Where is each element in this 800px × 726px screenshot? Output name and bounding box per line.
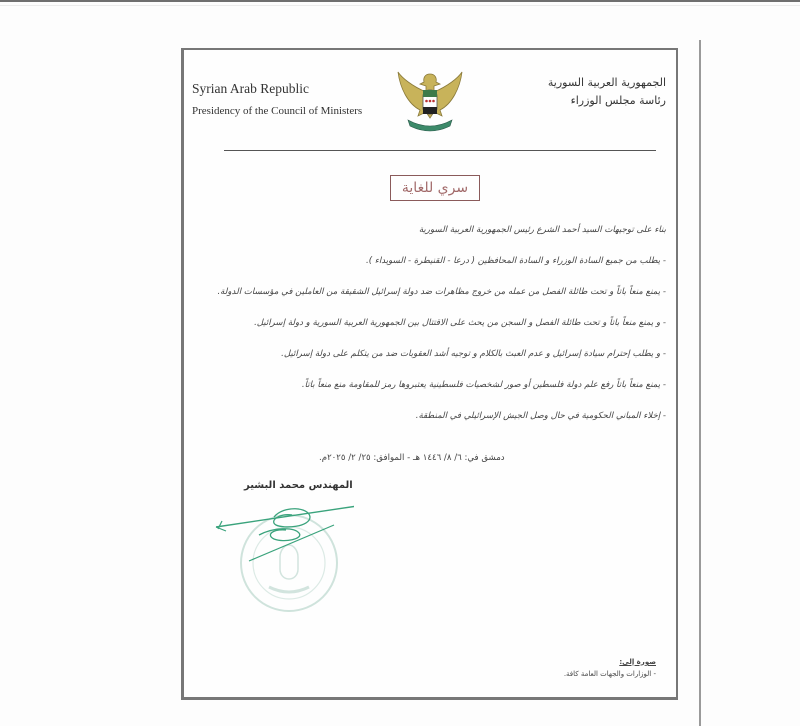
official-seal-icon (214, 505, 354, 615)
header-divider (224, 150, 656, 151)
cc-block (564, 656, 656, 680)
body-line: - و يمنع منعاً باتاً و تحت طائلة الفصل و السجن من يحث على الاقتتال بين الجمهورية العربية السورية و دولة إسرائيل. (254, 318, 666, 328)
top-border-line (0, 0, 800, 2)
document-page (181, 48, 678, 700)
body-line: - يطلب من جميع السادة الوزراء و السادة المحافظين ( درعا - القنيطرة - السويداء ). (365, 256, 666, 266)
signature-icon (216, 505, 354, 561)
body-line: - و يطلب إحترام سيادة إسرائيل و عدم العبث بالكلام و توجيه أشد العقوبات ضد من يتكلم على دولة إسرائيل. (281, 349, 666, 359)
header-english (192, 80, 362, 120)
syrian-eagle-emblem-icon (390, 68, 470, 138)
body-line: - إخلاء المباني الحكومية في حال وصل الجيش الإسرائيلي في المنطقة. (415, 411, 666, 421)
date-line: دمشق في: ٦/ ٨/ ١٤٤٦ هـ - الموافق: ٢٥/ ٢/ ٢٠٢٥م. (319, 453, 505, 463)
page-edge-line (699, 40, 701, 726)
top-border-faint-line (0, 5, 800, 6)
body-line: بناء على توجيهات السيد أحمد الشرع رئيس الجمهورية العربية السورية (418, 225, 666, 235)
header-arabic-office: رئاسة مجلس الوزراء (570, 94, 666, 107)
body-line: - يمنع منعاً باتاً و تحت طائلة الفصل من عمله من خروج مظاهرات ضد دولة إسرائيل الشقيقة من العاملين في مؤسسات الدولة. (217, 287, 666, 297)
document-body (186, 225, 666, 442)
classification-label: سري للغاية (401, 180, 469, 196)
header-arabic (548, 74, 666, 110)
header-arabic-country: الجمهورية العربية السورية (547, 76, 666, 89)
signer-name: المهندس محمد البشير (244, 480, 353, 491)
body-line: - يمنع منعاً باتاً رفع علم دولة فلسطين أو صور لشخصيات فلسطينية يعتبروها رمز للمقاومة منع منعاً باتاً. (301, 380, 666, 390)
cc-item: - الوزارات والجهات العامة كافة. (563, 670, 656, 678)
header-english-country: Syrian Arab Republic (192, 81, 309, 96)
classification-stamp (390, 175, 480, 201)
cc-title: صورة إلى: (619, 658, 656, 666)
header-english-office: Presidency of the Council of Ministers (192, 105, 363, 117)
